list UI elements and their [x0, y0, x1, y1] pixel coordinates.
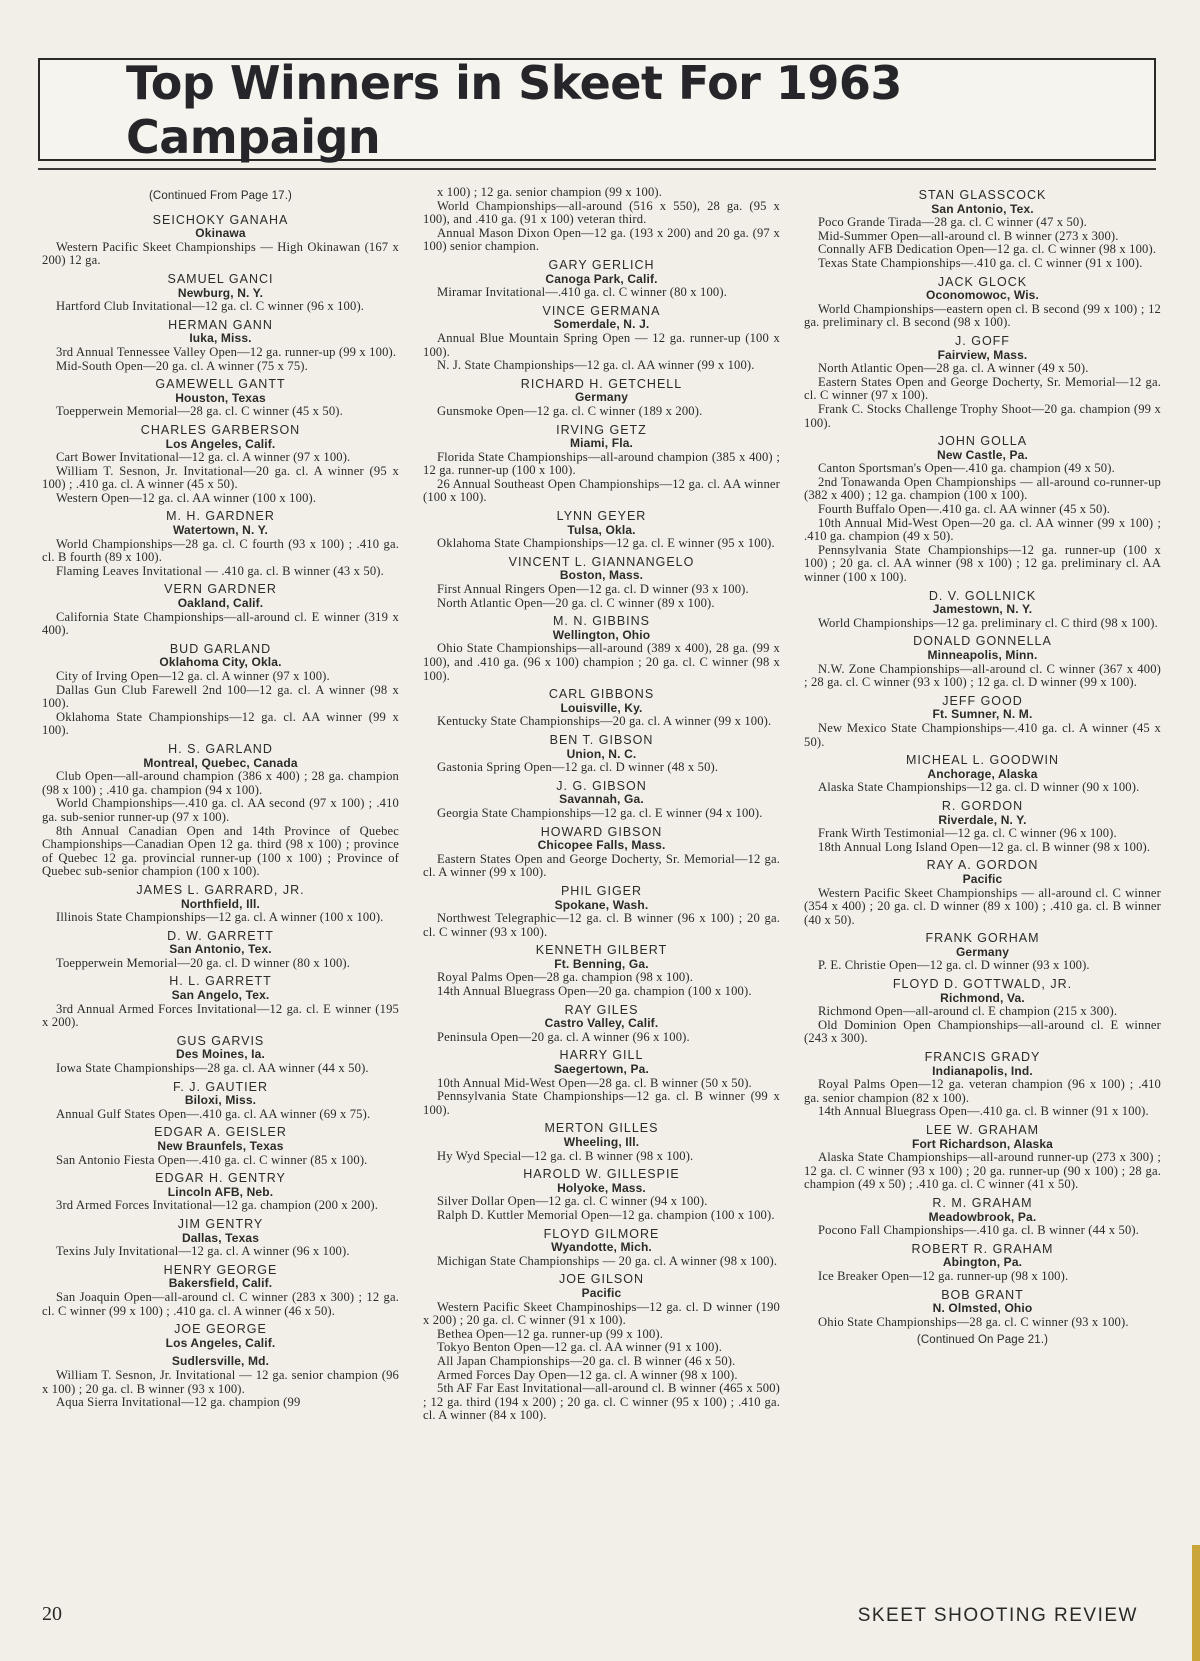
winner-hometown: Northfield, Ill. [180, 896, 261, 911]
winner-hometown: Anchorage, Alaska [927, 766, 1038, 781]
winner-hometown: Union, N. C. [566, 746, 637, 761]
winner-name: SEICHOKY GANAHA [152, 212, 289, 227]
winner-entry [804, 1051, 1161, 1119]
result-line: World Championships—28 ga. cl. C fourth (93 x 100) ; .410 ga. cl. B fourth (89 x 100). [42, 536, 399, 565]
winner-name: GAMEWELL GANTT [155, 377, 286, 392]
result-line: 2nd Tonawanda Open Championships — all-around co-runner-up (382 x 400) ; 12 ga. champion (100 x 100). [804, 474, 1161, 503]
winner-hometown: Spokane, Wash. [554, 897, 649, 912]
winner-name: MICHEAL L. GOODWIN [906, 753, 1059, 768]
winner-name: FLOYD D. GOTTWALD, JR. [892, 977, 1073, 992]
winner-hometown: Sudlersville, Md. [171, 1354, 270, 1369]
winner-name: GARY GERLICH [548, 257, 655, 272]
winner-hometown: Los Angeles, Calif. [165, 1335, 276, 1350]
winner-entry [42, 643, 399, 738]
continued-on-note: (Continued On Page 21.) [916, 1334, 1049, 1347]
result-line: Old Dominion Open Championships—all-around cl. E winner (243 x 300). [804, 1017, 1161, 1046]
winner-entry [804, 635, 1161, 689]
continued-from-note: (Continued From Page 17.) [148, 190, 293, 202]
column-3 [804, 186, 1161, 1600]
page-title: Top Winners in Skeet For 1963 Campaign [126, 55, 902, 164]
result-line: Cart Bower Invitational—12 ga. cl. A winner (97 x 100). [56, 450, 351, 465]
result-line: Annual Mason Dixon Open—12 ga. (193 x 200) and 20 ga. (97 x 100) senior champion. [423, 225, 780, 254]
result-line: California State Championships—all-around cl. E winner (319 x 400). [42, 609, 399, 638]
winner-entry [423, 780, 780, 821]
result-line: Pennsylvania State Championships—12 ga. runner-up (100 x 100) ; 20 ga. cl. AA winner (98 x 100) ; 12 ga. preliminary cl. AA winner (100 x 100). [804, 542, 1161, 585]
winner-name: CARL GIBBONS [548, 687, 655, 702]
winner-name: JIM GENTRY [177, 1216, 264, 1231]
result-line: Gunsmoke Open—12 ga. cl. C winner (189 x 200). [437, 403, 703, 418]
winner-hometown: Watertown, N. Y. [172, 523, 269, 538]
result-line: N. J. State Championships—12 ga. cl. AA winner (99 x 100). [437, 358, 755, 373]
winner-name: JEFF GOOD [942, 693, 1023, 708]
winner-entry [804, 695, 1161, 749]
result-line: Ralph D. Kuttler Memorial Open—12 ga. champion (100 x 100). [437, 1207, 775, 1222]
winner-hometown: Oconomowoc, Wis. [926, 288, 1039, 303]
winner-entry [42, 510, 399, 578]
result-line: Royal Palms Open—12 ga. veteran champion (96 x 100) ; .410 ga. senior champion (82 x 100). [804, 1077, 1161, 1105]
winner-hometown: Minneapolis, Minn. [927, 648, 1038, 662]
winner-name: FRANK GORHAM [925, 931, 1040, 946]
winner-name: FLOYD GILMORE [543, 1226, 660, 1241]
winner-name: M. H. GARDNER [166, 509, 275, 524]
result-line: William T. Sesnon, Jr. Invitational — 12 ga. senior champion (96 x 100) ; 20 ga. cl. B winner (93 x 100). [42, 1367, 399, 1396]
winner-entry [423, 826, 780, 880]
winner-entry [42, 1035, 399, 1076]
winner-hometown: Fort Richardson, Alaska [911, 1136, 1054, 1151]
winner-hometown: Okinawa [195, 226, 246, 241]
winner-hometown: Iuka, Miss. [189, 331, 252, 346]
winner-name: HOWARD GIBSON [540, 824, 663, 839]
result-line: P. E. Christie Open—12 ga. cl. D winner (93 x 100). [818, 958, 1090, 973]
result-line: Canton Sportsman's Open—.410 ga. champion (49 x 50). [818, 461, 1115, 476]
winner-hometown: New Braunfels, Texas [157, 1139, 284, 1153]
winner-hometown: Houston, Texas [175, 390, 266, 405]
result-line: 14th Annual Bluegrass Open—.410 ga. cl. B winner (91 x 100). [818, 1104, 1149, 1119]
winner-entry [42, 583, 399, 637]
winner-hometown: Oklahoma City, Okla. [159, 655, 282, 670]
article-columns [42, 186, 1162, 1600]
result-line: Alaska State Championships—all-around runner-up (273 x 300) ; 12 ga. cl. C winner (93 x 100) ; 20 ga. runner-up (90 x 100) ; 28 ga. champion (49 x 50) ; .410 ga. cl. C winner (41 x 50). [804, 1150, 1161, 1192]
result-line: Alaska State Championships—12 ga. cl. D winner (90 x 100). [818, 780, 1140, 795]
winner-name: HERMAN GANN [168, 317, 273, 332]
result-line: 3rd Annual Armed Forces Invitational—12 ga. cl. E winner (195 x 200). [42, 1001, 399, 1030]
result-line: Texas State Championships—.410 ga. cl. C winner (91 x 100). [818, 255, 1143, 270]
winner-entry [804, 1197, 1161, 1238]
result-line: Tokyo Benton Open—12 ga. cl. AA winner (91 x 100). [437, 1340, 723, 1355]
winner-hometown: Boston, Mass. [559, 568, 644, 583]
result-line: Silver Dollar Open—12 ga. cl. C winner (94 x 100). [437, 1194, 708, 1209]
winner-name: STAN GLASSCOCK [918, 188, 1047, 202]
result-line: Ice Breaker Open—12 ga. runner-up (98 x 100). [818, 1268, 1069, 1283]
winner-hometown: Wellington, Ohio [552, 627, 651, 642]
result-line: World Championships—all-around (516 x 550), 28 ga. (95 x 100), and .410 ga. (91 x 100) veteran third. [423, 198, 780, 227]
result-line: Florida State Championships—all-around champion (385 x 400) ; 12 ga. runner-up (100 x 100). [423, 449, 780, 478]
winner-entry [804, 978, 1161, 1046]
result-line: Richmond Open—all-around cl. E champion (215 x 300). [818, 1004, 1118, 1019]
result-line: Texins July Invitational—12 ga. cl. A winner (96 x 100). [56, 1244, 350, 1259]
result-line: Oklahoma State Championships—12 ga. cl. AA winner (99 x 100). [42, 709, 399, 738]
winner-name: VINCENT L. GIANNANGELO [508, 554, 695, 569]
result-line: Peninsula Open—20 ga. cl. A winner (96 x 100). [437, 1029, 690, 1044]
winner-entry [42, 214, 399, 268]
winner-hometown: Savannah, Ga. [559, 792, 644, 807]
result-line: Georgia State Championships—12 ga. cl. E winner (94 x 100). [437, 805, 763, 820]
winner-hometown: Lincoln AFB, Neb. [167, 1184, 274, 1199]
result-line: Eastern States Open and George Docherty, Sr. Memorial—12 ga. cl. A winner (99 x 100). [423, 851, 780, 880]
result-line: San Antonio Fiesta Open—.410 ga. cl. C winner (85 x 100). [56, 1152, 368, 1167]
winner-entry [42, 1355, 399, 1409]
winner-entry [42, 319, 399, 373]
winner-entry [804, 335, 1161, 430]
result-line: Western Open—12 ga. cl. AA winner (100 x 100). [56, 490, 317, 505]
result-line: Pennsylvania State Championships—12 ga. cl. B winner (99 x 100). [423, 1089, 780, 1117]
result-line: Fourth Buffalo Open—.410 ga. cl. AA winner (45 x 50). [818, 502, 1111, 517]
result-line: Ohio State Championships—28 ga. cl. C winner (93 x 100). [818, 1314, 1129, 1329]
winner-entry [804, 1243, 1161, 1284]
winner-hometown: Dallas, Texas [181, 1230, 260, 1245]
result-line: Kentucky State Championships—20 ga. cl. A winner (99 x 100). [437, 714, 772, 729]
winner-name: J. GOFF [955, 333, 1010, 348]
winner-name: SAMUEL GANCI [167, 271, 274, 286]
winner-entry [804, 1124, 1161, 1192]
result-line: 10th Annual Mid-West Open—28 ga. cl. B winner (50 x 50). [437, 1075, 752, 1090]
winner-hometown: Oakland, Calif. [177, 596, 264, 611]
winner-hometown: Newburg, N. Y. [177, 285, 264, 300]
winner-name: LEE W. GRAHAM [925, 1123, 1040, 1137]
result-line: Western Pacific Skeet Championships — all-around cl. C winner (354 x 400) ; 20 ga. cl. D winner (89 x 100) ; .410 ga. cl. B winner (40 x 50). [804, 885, 1161, 927]
winner-name: RAY A. GORDON [926, 858, 1039, 873]
result-line: 3rd Annual Tennessee Valley Open—12 ga. runner-up (99 x 100). [56, 344, 397, 359]
winner-entry [42, 273, 399, 314]
title-rule [38, 168, 1156, 170]
winner-name: JOE GEORGE [174, 1322, 267, 1337]
column-2 [423, 186, 780, 1600]
winner-name: HARRY GILL [559, 1048, 644, 1063]
winner-hometown: Louisville, Ky. [560, 700, 643, 715]
result-line: World Championships—.410 ga. cl. AA second (97 x 100) ; .410 ga. sub-senior runner-up (97 x 100). [42, 796, 399, 824]
winner-name: J. G. GIBSON [556, 778, 647, 793]
winner-hometown: San Angelo, Tex. [171, 988, 270, 1003]
winner-hometown: Germany [574, 390, 629, 405]
winner-name: PHIL GIGER [560, 883, 643, 898]
result-line: First Annual Ringers Open—12 ga. cl. D winner (93 x 100). [437, 582, 749, 597]
result-line: Frank Wirth Testimonial—12 ga. cl. C winner (96 x 100). [818, 826, 1117, 841]
winner-name: M. N. GIBBINS [552, 614, 651, 629]
result-line: Aqua Sierra Invitational—12 ga. champion (99 [56, 1395, 301, 1410]
page-edge-strip [1192, 1545, 1200, 1661]
winner-name: KENNETH GILBERT [535, 943, 668, 958]
winner-hometown: Los Angeles, Calif. [165, 436, 276, 451]
winner-name: RAY GILES [564, 1002, 639, 1017]
winner-entry [42, 975, 399, 1029]
winner-entry [423, 944, 780, 998]
winner-hometown: N. Olmsted, Ohio [932, 1301, 1033, 1316]
winner-name: LYNN GEYER [556, 509, 647, 524]
winner-entry [42, 1172, 399, 1213]
winner-name: HENRY GEORGE [163, 1262, 278, 1277]
result-line: Hartford Club Invitational—12 ga. cl. C winner (96 x 100). [56, 299, 365, 314]
result-line: Pocono Fall Championships—.410 ga. cl. B winner (44 x 50). [818, 1223, 1140, 1238]
winner-hometown: Pacific [962, 871, 1003, 886]
result-line: Western Pacific Skeet Champinoships—12 ga. cl. D winner (190 x 200) ; 20 ga. cl. C winner (91 x 100). [423, 1299, 780, 1328]
winner-hometown: Montreal, Quebec, Canada [143, 755, 298, 770]
result-line: William T. Sesnon, Jr. Invitational—20 ga. cl. A winner (95 x 100) ; .410 ga. cl. A winner (45 x 50). [42, 463, 399, 492]
result-line: 26 Annual Southeast Open Championships—12 ga. cl. AA winner (100 x 100). [423, 476, 780, 505]
winner-name: R. M. GRAHAM [932, 1195, 1033, 1210]
winner-name: EDGAR H. GENTRY [155, 1171, 286, 1186]
winner-name: RICHARD H. GETCHELL [520, 376, 683, 391]
result-line: 18th Annual Long Island Open—12 ga. cl. B winner (98 x 100). [818, 839, 1151, 854]
winner-entry [42, 1323, 399, 1350]
winner-entry [423, 1049, 780, 1117]
winner-hometown: Riverdale, N. Y. [938, 812, 1027, 827]
winner-name: F. J. GAUTIER [173, 1079, 268, 1094]
winner-hometown: Tulsa, Okla. [567, 522, 636, 537]
result-line: North Atlantic Open—20 ga. cl. C winner (89 x 100). [437, 595, 715, 610]
winner-entry [804, 859, 1161, 927]
winner-name: H. S. GARLAND [168, 741, 273, 756]
winner-entry [42, 930, 399, 971]
winner-entry [804, 276, 1161, 330]
result-line: 3rd Armed Forces Invitational—12 ga. champion (200 x 200). [56, 1198, 379, 1213]
winner-entry [42, 1264, 399, 1318]
winner-name: D. W. GARRETT [167, 928, 274, 943]
result-line: North Atlantic Open—28 ga. cl. A winner (49 x 50). [818, 361, 1089, 376]
winner-entry [423, 1122, 780, 1163]
winner-hometown: Saegertown, Pa. [554, 1062, 649, 1077]
winner-entry [423, 305, 780, 373]
result-line: Frank C. Stocks Challenge Trophy Shoot—20 ga. champion (99 x 100). [804, 401, 1161, 430]
winner-entry [804, 1289, 1161, 1330]
winner-hometown: Jamestown, N. Y. [932, 602, 1033, 617]
winner-entry [423, 1228, 780, 1269]
winner-entry [423, 734, 780, 775]
result-line: Oklahoma State Championships—12 ga. cl. E winner (95 x 100). [437, 536, 775, 551]
winner-hometown: Fairview, Mass. [937, 347, 1028, 362]
result-line: Gastonia Spring Open—12 ga. cl. D winner (48 x 50). [437, 760, 719, 775]
result-line: World Championships—12 ga. preliminary cl. C third (98 x 100). [818, 615, 1158, 630]
result-line: All Japan Championships—20 ga. cl. B winner (46 x 50). [437, 1353, 736, 1368]
winner-hometown: Richmond, Va. [940, 990, 1025, 1005]
result-line: x 100) ; 12 ga. senior champion (99 x 100). [437, 185, 663, 199]
result-line: New Mexico State Championships—.410 ga. cl. A winner (45 x 50). [804, 720, 1161, 749]
winner-name: H. L. GARRETT [169, 974, 272, 989]
result-line: Dallas Gun Club Farewell 2nd 100—12 ga. cl. A winner (98 x 100). [42, 682, 399, 711]
result-line: Poco Grande Tirada—28 ga. cl. C winner (47 x 50). [818, 215, 1087, 230]
result-line: Eastern States Open and George Docherty, Sr. Memorial—12 ga. cl. C winner (97 x 100). [804, 374, 1161, 403]
winner-hometown: Ft. Benning, Ga. [554, 956, 649, 971]
winner-entry [804, 435, 1161, 585]
winner-hometown: San Antonio, Tex. [931, 201, 1034, 216]
winner-entry [423, 259, 780, 300]
winner-hometown: Germany [955, 944, 1010, 959]
result-line: Flaming Leaves Invitational — .410 ga. cl. B winner (43 x 50). [56, 563, 384, 578]
result-line: Connally AFB Dedication Open—12 ga. cl. C winner (98 x 100). [818, 242, 1157, 257]
winner-hometown: Des Moines, Ia. [176, 1047, 265, 1062]
winner-entry [804, 189, 1161, 271]
winner-entry [804, 932, 1161, 973]
winner-entry [423, 885, 780, 939]
winner-entry [42, 378, 399, 419]
winner-hometown: Miami, Fla. [570, 436, 633, 451]
winner-name: VINCE GERMANA [542, 303, 661, 318]
winner-hometown: Wyandotte, Mich. [551, 1240, 652, 1255]
winner-hometown: Wheeling, Ill. [563, 1135, 640, 1149]
result-line: Armed Forces Day Open—12 ga. cl. A winner (98 x 100). [437, 1367, 738, 1382]
winner-name: DONALD GONNELLA [913, 634, 1052, 649]
result-line: 8th Annual Canadian Open and 14th Province of Quebec Championships—Canadian Open 12 ga. third (98 x 100) ; province of Quebec 12 ga. provincial runner-up (100 x 100) ; Province of Quebec sub-senior champion (100 x 100). [42, 823, 399, 879]
column-1 [42, 186, 399, 1600]
winner-name: EDGAR A. GEISLER [154, 1125, 287, 1140]
winner-hometown: Bakersfield, Calif. [168, 1276, 273, 1291]
winner-name: JOE GILSON [558, 1272, 645, 1287]
winner-name: BEN T. GIBSON [549, 732, 654, 747]
result-line: Toepperwein Memorial—20 ga. cl. D winner (80 x 100). [56, 955, 351, 970]
winner-entry [423, 1168, 780, 1222]
winner-name: R. GORDON [941, 798, 1024, 813]
winner-entry [423, 424, 780, 506]
winner-entry [42, 424, 399, 506]
winner-hometown: Indianapolis, Ind. [932, 1063, 1033, 1078]
winner-hometown: Ft. Sumner, N. M. [932, 707, 1033, 722]
result-line: Bethea Open—12 ga. runner-up (99 x 100). [437, 1326, 664, 1341]
winner-hometown: San Antonio, Tex. [169, 942, 272, 957]
winner-hometown: Holyoke, Mass. [557, 1180, 646, 1195]
winner-name: D. V. GOLLNICK [928, 588, 1037, 603]
winner-entry [804, 800, 1161, 854]
winner-entry [804, 590, 1161, 631]
result-line: Mid-Summer Open—all-around cl. B winner (273 x 300). [818, 228, 1119, 243]
winner-name: FRANCIS GRADY [924, 1050, 1041, 1065]
winner-hometown: Pacific [581, 1285, 622, 1300]
result-line: City of Irving Open—12 ga. cl. A winner (97 x 100). [56, 669, 330, 683]
result-line: Iowa State Championships—28 ga. cl. AA winner (44 x 50). [56, 1061, 369, 1076]
publication-name: SKEET SHOOTING REVIEW [857, 1605, 1138, 1626]
winner-name: GUS GARVIS [176, 1033, 265, 1048]
result-line: N.W. Zone Championships—all-around cl. C winner (367 x 400) ; 28 ga. cl. C winner (93 x 100) ; 12 ga. cl. D winner (99 x 100). [804, 661, 1161, 690]
winner-entry [423, 556, 780, 610]
result-line: 5th AF Far East Invitational—all-around cl. B winner (465 x 500) ; 12 ga. third (194 x 200) ; 20 ga. cl. C winner (95 x 100) ; .410 ga. cl. A winner (84 x 100). [423, 1381, 780, 1423]
winner-hometown: Biloxi, Miss. [184, 1093, 257, 1108]
winner-name: BUD GARLAND [169, 641, 272, 656]
result-line: Hy Wyd Special—12 ga. cl. B winner (98 x 100). [437, 1148, 694, 1163]
result-line: Illinois State Championships—12 ga. cl. A winner (100 x 100). [56, 910, 384, 925]
winner-name: JACK GLOCK [937, 274, 1028, 289]
result-line: Annual Blue Mountain Spring Open — 12 ga. runner-up (100 x 100). [423, 330, 780, 359]
winner-entry [42, 1218, 399, 1259]
winner-name: JOHN GOLLA [937, 434, 1028, 449]
winner-name: VERN GARDNER [164, 582, 277, 597]
winner-hometown: Castro Valley, Calif. [544, 1016, 659, 1031]
winner-entry [42, 1126, 399, 1167]
winner-name: IRVING GETZ [556, 422, 647, 437]
winner-entry [423, 1004, 780, 1045]
winner-name: BOB GRANT [941, 1287, 1024, 1302]
result-line: Ohio State Championships—all-around (389 x 400), 28 ga. (99 x 100), and .410 ga. (96 x 100) champion ; 20 ga. cl. C winner (98 x 100). [423, 641, 780, 683]
winner-entry [423, 1273, 780, 1423]
page-number: 20 [42, 1603, 62, 1625]
winner-name: JAMES L. GARRARD, JR. [136, 882, 305, 897]
winner-hometown: Chicopee Falls, Mass. [537, 838, 666, 853]
winner-entry [423, 378, 780, 419]
result-line: 14th Annual Bluegrass Open—20 ga. champion (100 x 100). [437, 984, 752, 999]
result-line: World Championships—eastern open cl. B second (99 x 100) ; 12 ga. preliminary cl. B second (98 x 100). [804, 301, 1161, 330]
result-line: Toepperwein Memorial—28 ga. cl. C winner (45 x 50). [56, 404, 343, 419]
result-line: Michigan State Championships — 20 ga. cl. A winner (98 x 100). [437, 1253, 778, 1268]
result-line: San Joaquin Open—all-around cl. C winner (283 x 300) ; 12 ga. cl. C winner (99 x 100) ; .410 ga. cl. A winner (46 x 50). [42, 1289, 399, 1318]
result-line: Western Pacific Skeet Championships — High Okinawan (167 x 200) 12 ga. [42, 239, 399, 268]
winner-hometown: Somerdale, N. J. [553, 317, 650, 332]
winner-entry [42, 1081, 399, 1122]
winner-hometown: New Castle, Pa. [937, 447, 1028, 462]
winner-entry [423, 186, 780, 254]
winner-hometown: Abington, Pa. [942, 1255, 1023, 1270]
winner-entry [804, 754, 1161, 795]
winner-entry [423, 615, 780, 683]
winner-entry [42, 743, 399, 879]
winner-entry [423, 510, 780, 551]
result-line: Annual Gulf States Open—.410 ga. cl. AA winner (69 x 75). [56, 1106, 371, 1121]
result-line: Northwest Telegraphic—12 ga. cl. B winner (96 x 100) ; 20 ga. cl. C winner (93 x 100). [423, 911, 780, 939]
winner-hometown: Meadowbrook, Pa. [928, 1209, 1037, 1224]
winner-name: HAROLD W. GILLESPIE [523, 1167, 680, 1182]
winner-entry [42, 884, 399, 925]
winner-entry [423, 688, 780, 729]
result-line: 10th Annual Mid-West Open—20 ga. cl. AA winner (99 x 100) ; .410 ga. champion (49 x 50). [804, 515, 1161, 544]
winner-name: ROBERT R. GRAHAM [911, 1241, 1054, 1256]
result-line: Miramar Invitational—.410 ga. cl. C winner (80 x 100). [437, 285, 727, 300]
winner-name: CHARLES GARBERSON [140, 422, 301, 437]
title-banner [38, 55, 1156, 164]
result-line: Club Open—all-around champion (386 x 400) ; 28 ga. champion (98 x 100) ; .410 ga. champion (94 x 100). [42, 769, 399, 797]
result-line: Mid-South Open—20 ga. cl. A winner (75 x 75). [56, 358, 308, 373]
winner-hometown: Canoga Park, Calif. [545, 271, 658, 286]
result-line: Royal Palms Open—28 ga. champion (98 x 100). [437, 970, 693, 985]
winner-name: MERTON GILLES [544, 1121, 659, 1136]
